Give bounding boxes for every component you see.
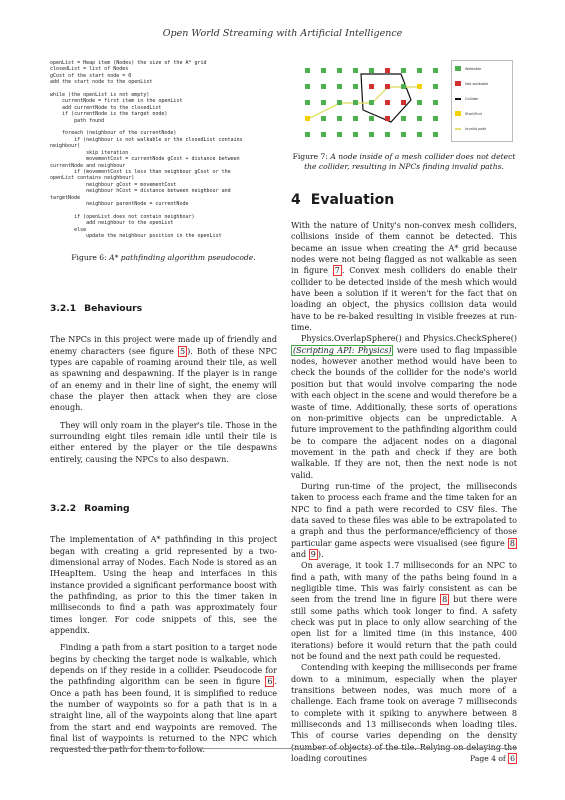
code-line: add the start node to the openList [50,79,153,86]
section-3-2-2-title: Roaming [84,503,130,515]
section-4-heading [291,192,517,208]
section-3-2-2-heading [50,503,277,514]
grid-node [401,132,406,137]
grid-node [433,132,438,137]
section-4-title: Evaluation [310,192,395,208]
code-line: closedList = list of Nodes [50,66,129,73]
grid-node [433,68,438,73]
figure-6-text: A* pathfinding algorithm pseudocode. [109,253,256,263]
grid-node [385,68,390,73]
figure-7-legend [451,60,513,142]
figure-6-caption [50,253,277,263]
grid-node [337,68,342,73]
text-run: . Convex mesh colliders do enable their collider to be detected inside of the mesh which would have been a solution if it weren't for the fact that on loading an object, the physics collision data would have to be re-baked resulting in visible freezes at run-time. [291,266,517,333]
roaming-paragraph-2 [50,642,277,755]
grid-node [433,84,438,89]
code-line: targetNode [50,194,81,201]
code-line: movementCost = currentNode gCost + distance between [86,156,240,163]
grid-node [417,100,422,105]
grid-node [369,68,374,73]
legend-entry [452,91,512,106]
grid-node [305,84,310,89]
grid-node [385,116,390,121]
grid-node [369,100,374,105]
grid-node [401,84,406,89]
figure-7-caption [291,152,517,172]
code-line: foreach (neighbour of the currentNode) [62,130,177,137]
grid-node [305,132,310,137]
text-run: During run-time of the project, the milliseconds taken to process each frame and the time taken for an NPC to find a path were recorded to CSV files. The data saved to these files was able to be extrapolated to a graph and thus the performance/efficiency of those particular game aspects were visualised (see figure [291,481,517,548]
figure-7-grid-image [291,60,517,142]
legend-swatch [455,81,461,86]
grid-node [353,68,358,73]
behaviours-paragraph-2: They will only roam in the player's tile. Those in the surrounding eight tiles remain idle until their tile is either entered by the player or the tile despawns entirely, causing the NPCs to also despawn. [50,420,277,464]
grid-node [369,132,374,137]
grid-node [337,84,342,89]
section-3-2-1-title: Behaviours [84,303,143,315]
legend-label: Collider [465,96,479,101]
grid-node [337,100,342,105]
pseudocode-block [50,60,277,239]
legend-label: Not walkable [465,81,489,86]
legend-entry [452,121,512,136]
text-run: but there were still some paths which took longer to find. A safety check was put in place to only allow searching of the open list for a limited time (in this instance, 400 iterations) before it would return that the path could not be found and the next path could be requested. [291,595,517,662]
text-run: With the nature of Unity's non-convex mesh colliders, collisions inside of them cannot be detected. This became an issue when creating the A* grid because nodes were not being flagged as not walkable as seen in figure [291,221,517,276]
behaviours-paragraph-1 [50,334,277,413]
evaluation-paragraph-5: Contending with keeping the milliseconds per frame down to a minimum, especially when the player transitions between nodes, was much more of a challenge. Each frame took on average 7 milliseconds to complete with it spiking to anywhere between 8 milliseconds and 13 milliseconds when loading tiles. This of course varies depending on the density (number of objects) of the tile. Relying on delaying the loading coroutines [291,663,517,764]
section-3-2-2-number: 3.2.2 [50,503,77,515]
code-line: if (currentNode is the target node) [62,111,168,118]
code-line: if (neighbour is not walkable or the closedList contains [74,136,243,143]
running-title: Open World Streaming with Artificial Intelligence [162,28,403,39]
grid-node [321,116,326,121]
figure-7-label: Figure 7: [292,152,328,161]
code-line: neighbour) [50,143,81,150]
grid-node [433,100,438,105]
page-number-prefix: Page 4 of [470,754,509,763]
figure-9-link[interactable]: 9 [310,549,316,559]
figure-8-link-2[interactable]: 8 [442,595,448,605]
grid-node [353,84,358,89]
evaluation-paragraph-2 [291,333,517,480]
grid-node [417,68,422,73]
section-3-2-1-number: 3.2.1 [50,303,77,315]
figure-5-link[interactable]: 5 [180,346,186,356]
grid-node [369,116,374,121]
grid-node [401,116,406,121]
grid-node [321,68,326,73]
grid-node [321,132,326,137]
text-run: . Once a path has been found, it is simplified to reduce the number of waypoints so for a path that is in a straight line, all of the waypoints along that line apart from the start and end waypoints are removed. The final list of waypoints is returned to the NPC which requested the path for them to follow. [50,677,277,755]
text-run: ). Both of these NPC types are capable of roaming around their tile, as well as spawning and despawning. If the player is in range of an enemy and in their line of sight, the enemy will chase the player then attack when they are close enough. [50,346,277,413]
grid-node [385,132,390,137]
page-footer [470,754,517,763]
grid-node [385,84,390,89]
footer-divider [50,748,517,749]
code-line: path found [74,117,105,124]
evaluation-paragraph-3 [291,481,517,560]
grid-node [337,132,342,137]
code-line: openList = Heap item (Nodes) the size of the A* grid [50,60,207,66]
text-run: were used to flag impassible nodes, however another method would have been to check the bounds of the collider for the node's world position but that would involve comparing the node with each object in the scene and would therefore be a waste of time. Additionally, these sorts of operations on non-primitive objects can be unpredictable. A future improvement to the pathfinding algorithm could be to compare the adjacent nodes on a diagonal movement in the path and check if they are both walkable. If they are not, then the next node is not valid. [291,345,517,480]
text-run: On average, it took 1.7 milliseconds for an NPC to find a path, with many of the paths being found in a negligible time. This was fairly consistent as can be seen from the trend line in figure [291,561,517,605]
legend-entry [452,61,512,76]
legend-entry [452,106,512,121]
grid-node [385,100,390,105]
code-line: neighbour gCost = movementCost [86,181,177,188]
collider-outline [361,74,411,122]
code-line: neighbour hCost = distance between neighbour and [86,188,231,195]
figure-8-link[interactable]: 8 [509,538,515,548]
text-run: The NPCs in this project were made up of friendly and enemy characters (see figure [50,335,277,356]
legend-swatch [455,128,461,130]
code-line: skip iteration [86,149,129,156]
grid-node [321,84,326,89]
grid-node [353,132,358,137]
legend-label: Walkable [465,66,482,71]
grid-node [417,116,422,121]
legend-label: Invalid path [465,126,487,131]
code-line: while (the openList is not empty) [50,92,150,99]
figure-7-text: A node inside of a mesh collider does not detect the collider, resulting in NPCs finding invalid paths. [304,152,516,171]
right-column [291,60,517,765]
code-line: openList contains neighbour) [50,175,135,182]
code-line: currentNode and neighbour [50,162,126,169]
evaluation-paragraph-1 [291,220,517,333]
roaming-paragraph-1: The implementation of A* pathfinding in this project began with creating a grid represented by a two-dimensional array of Nodes. Each Node is stored as an IHeapItem. Using the heap and interfaces in this instance provided a significant performance boost with the pathfinding, as prior to this the timer taken in milliseconds to find a path was approximately four times longer. For code snippets of this, see the appendix. [50,535,277,635]
grid-node [369,84,374,89]
grid-node [353,116,358,121]
grid-node [417,132,422,137]
grid-node [321,100,326,105]
last-page-link[interactable]: 6 [510,754,515,763]
grid-node [337,116,342,121]
figure-6-link[interactable]: 6 [267,677,273,687]
evaluation-paragraph-4 [291,560,517,662]
grid-node [433,116,438,121]
figure-7-link[interactable]: 7 [334,266,340,276]
section-4-number: 4 [291,192,301,208]
grid-node [401,100,406,105]
grid-node [305,68,310,73]
code-line: else [74,226,87,233]
grid-node [353,100,358,105]
code-line: add neighbour to the openList [86,220,174,227]
code-line: add currentNode to the closedList [62,104,162,111]
code-line: neighbour parentNode = currentNode [86,200,189,207]
legend-swatch [455,98,461,100]
text-run: Finding a path from a start position to a target node begins by checking the target node is walkable, which depends on if they reside in a collider. Pseudocode for the pathfinding algorithm can be seen in figure [50,643,277,687]
grid-node [305,116,310,121]
scripting-api-citation-link[interactable]: (Scripting API: Physics) [293,345,392,355]
code-line: currentNode = first item in the openList [62,98,183,105]
grid-node [305,100,310,105]
text-run: and [291,549,309,559]
text-run: Physics.OverlapSphere() and Physics.CheckSphere() [301,334,517,344]
code-line: update the neighbour position in the openList [50,232,222,239]
grid-node [417,84,422,89]
legend-label: Start/End [465,111,482,116]
figure-6-label: Figure 6: [71,253,107,263]
section-3-2-1-heading [50,303,277,314]
code-line: if (openList does not contain neighbour) [74,213,195,220]
text-run: ). [317,549,324,559]
grid-node [401,68,406,73]
legend-entry [452,76,512,91]
code-line: gCost of the start node = 0 [50,72,132,79]
left-column [50,60,277,756]
legend-swatch [455,111,461,116]
code-line: if (movementCost is less than neighbour gCost or the [74,168,231,175]
legend-swatch [455,66,461,71]
